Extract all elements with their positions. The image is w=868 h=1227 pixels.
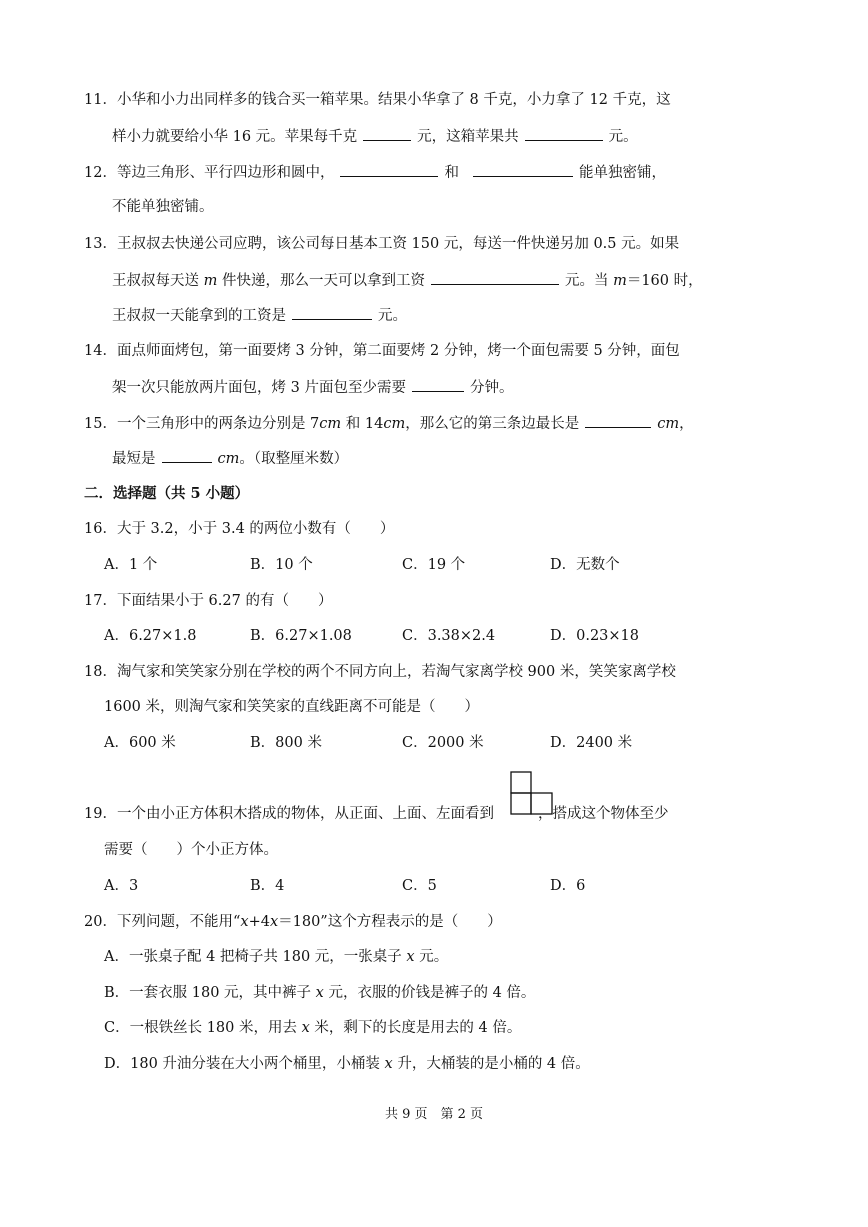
question-number: 18． <box>84 664 117 680</box>
question-text: 最短是 <box>112 451 156 467</box>
question-text: ＝160 时， <box>626 273 703 289</box>
answer-blank[interactable] <box>363 126 411 141</box>
variable-x: x <box>406 949 415 965</box>
question-text: 淘气家和笑笑家分别在学校的两个不同方向上，若淘气家离学校 900 米，笑笑家离学校 <box>116 664 676 680</box>
answer-blank[interactable] <box>525 126 603 141</box>
question-text: 小华和小力出同样多的钱合买一箱苹果。结果小华拿了 8 千克，小力拿了 12 千克，这 <box>116 92 671 108</box>
question-text: ，那么它的第三条边最长是 <box>405 416 580 432</box>
option-c[interactable]: C．19 个 <box>402 557 466 573</box>
question-text: ，搭成这个物体至少 <box>537 806 669 822</box>
option-c[interactable]: C．3.38×2.4 <box>402 628 496 644</box>
question-text: 分钟。 <box>469 380 514 396</box>
question-text: 面点师面烤包，第一面要烤 3 分钟，第二面要烤 2 分钟，烤一个面包需要 5 分钟，面包 <box>116 343 680 359</box>
option-b[interactable]: B．800 米 <box>250 735 322 751</box>
question-number: 13． <box>84 236 117 252</box>
question-text: 等边三角形、平行四边形和圆中， <box>116 165 335 181</box>
unit-cm: cm <box>319 416 342 432</box>
question-text: 和 <box>444 165 459 181</box>
option-text: D．180 升油分装在大小两个桶里，小桶装 <box>104 1056 385 1072</box>
question-11-line-1 <box>84 90 671 110</box>
question-text: 不能单独密铺。 <box>112 199 214 215</box>
option-text: 元，衣服的价钱是裤子的 4 倍。 <box>323 985 536 1001</box>
question-text: 元，这箱苹果共 <box>417 129 519 145</box>
option-c[interactable]: C．2000 米 <box>402 735 484 751</box>
variable-x: x <box>269 914 279 930</box>
answer-blank[interactable] <box>431 270 559 285</box>
variable-x: x <box>315 985 324 1001</box>
option-d[interactable]: D．0.23×18 <box>550 628 640 644</box>
option-b[interactable]: B．6.27×1.08 <box>250 628 352 644</box>
answer-blank[interactable] <box>412 377 464 392</box>
option-a[interactable] <box>104 947 448 967</box>
question-12-line-2 <box>112 197 214 217</box>
option-c[interactable]: C．5 <box>402 878 437 894</box>
question-text: 样小力就要给小华 16 元。苹果每千克 <box>112 129 358 145</box>
question-17 <box>84 591 332 611</box>
question-text: 和 14 <box>341 416 384 432</box>
question-12-line-1 <box>84 162 666 183</box>
answer-blank[interactable] <box>340 162 438 177</box>
question-number: 11． <box>84 92 117 108</box>
option-text: 元。 <box>414 949 449 965</box>
question-text: 件快递，那么一天可以拿到工资 <box>217 273 425 289</box>
question-13-line-3 <box>112 305 407 326</box>
question-text: ， <box>679 416 694 432</box>
option-b[interactable]: B．4 <box>250 878 285 894</box>
question-text: 一个三角形中的两条边分别是 7 <box>116 416 320 432</box>
option-b[interactable]: B．10 个 <box>250 557 313 573</box>
question-text: 元。当 <box>564 273 614 289</box>
answer-blank[interactable] <box>585 413 651 428</box>
variable-m: m <box>613 273 627 289</box>
option-a[interactable]: A．1 个 <box>104 557 158 573</box>
question-text: 王叔叔去快递公司应聘，该公司每日基本工资 150 元，每送一件快递另加 0.5 元。如果 <box>116 236 680 252</box>
question-14-line-2 <box>112 377 513 398</box>
option-text: 米，剩下的长度是用去的 4 倍。 <box>309 1020 522 1036</box>
option-text: B．一套衣服 180 元，其中裤子 <box>104 985 316 1001</box>
variable-m: m <box>203 273 218 289</box>
option-text: 升，大桶装的是小桶的 4 倍。 <box>392 1056 590 1072</box>
question-15-line-1 <box>84 413 694 434</box>
question-text: 下列问题，不能用“ <box>116 914 241 930</box>
unit-cm: cm <box>657 416 680 432</box>
question-19-line-2: 需要（ ）个小正方体。 <box>104 842 278 858</box>
unit-cm: cm <box>217 451 240 467</box>
question-text: 一个由小正方体积木搭成的物体，从正面、上面、左面看到 <box>116 806 494 822</box>
question-text: 大于 3.2，小于 3.4 的两位小数有（ ） <box>116 521 395 537</box>
question-text: 架一次只能放两片面包，烤 3 片面包至少需要 <box>112 380 406 396</box>
section-heading-choice: 二．选择题（共 5 小题） <box>84 485 250 502</box>
question-text: 元。 <box>378 308 407 324</box>
variable-x: x <box>301 1020 310 1036</box>
option-a[interactable]: A．600 米 <box>104 735 176 751</box>
question-text: 下面结果小于 6.27 的有（ ） <box>116 593 333 609</box>
variable-x: x <box>384 1056 393 1072</box>
option-d[interactable]: D．6 <box>550 878 586 894</box>
unit-cm: cm <box>383 416 406 432</box>
page-footer: 共 9 页 第 2 页 <box>384 1107 484 1122</box>
option-d[interactable] <box>104 1054 590 1074</box>
question-text: 元。 <box>608 129 638 145</box>
question-13-line-2 <box>112 270 703 291</box>
question-11-line-2 <box>112 126 638 147</box>
answer-blank[interactable] <box>473 162 573 177</box>
option-c[interactable] <box>104 1018 521 1038</box>
question-number: 15． <box>84 416 117 432</box>
question-16 <box>84 519 394 539</box>
question-number: 14． <box>84 343 117 359</box>
question-text: 王叔叔一天能拿到的工资是 <box>112 308 286 324</box>
option-a[interactable]: A．6.27×1.8 <box>104 628 197 644</box>
question-text: 。（取整厘米数） <box>239 451 349 467</box>
question-text: 能单独密铺， <box>578 165 666 181</box>
answer-blank[interactable] <box>292 305 372 320</box>
question-number: 12． <box>84 165 117 181</box>
question-number: 20． <box>84 914 117 930</box>
question-number: 19． <box>84 806 117 822</box>
option-text: A．一张桌子配 4 把椅子共 180 元，一张桌子 <box>104 949 407 965</box>
option-d[interactable]: D．2400 米 <box>550 735 633 751</box>
question-13-line-1 <box>84 234 679 254</box>
question-text: +4 <box>248 914 270 930</box>
option-a[interactable]: A．3 <box>104 878 139 894</box>
option-text: C．一根铁丝长 180 米，用去 <box>104 1020 302 1036</box>
question-20 <box>84 912 502 932</box>
question-19-line-1 <box>84 804 668 824</box>
question-number: 17． <box>84 593 117 609</box>
question-18-line-2: 1600 米，则淘气家和笑笑家的直线距离不可能是（ ） <box>104 699 480 715</box>
question-15-line-2 <box>112 448 348 469</box>
variable-x: x <box>240 914 249 930</box>
option-b[interactable] <box>104 983 535 1003</box>
option-d[interactable]: D．无数个 <box>550 557 620 573</box>
question-14-line-1 <box>84 341 680 361</box>
question-number: 16． <box>84 521 117 537</box>
question-text: 王叔叔每天送 <box>112 273 204 289</box>
answer-blank[interactable] <box>162 448 212 463</box>
question-text: ＝180”这个方程表示的是（ ） <box>278 914 502 930</box>
question-18-line-1 <box>84 662 676 682</box>
